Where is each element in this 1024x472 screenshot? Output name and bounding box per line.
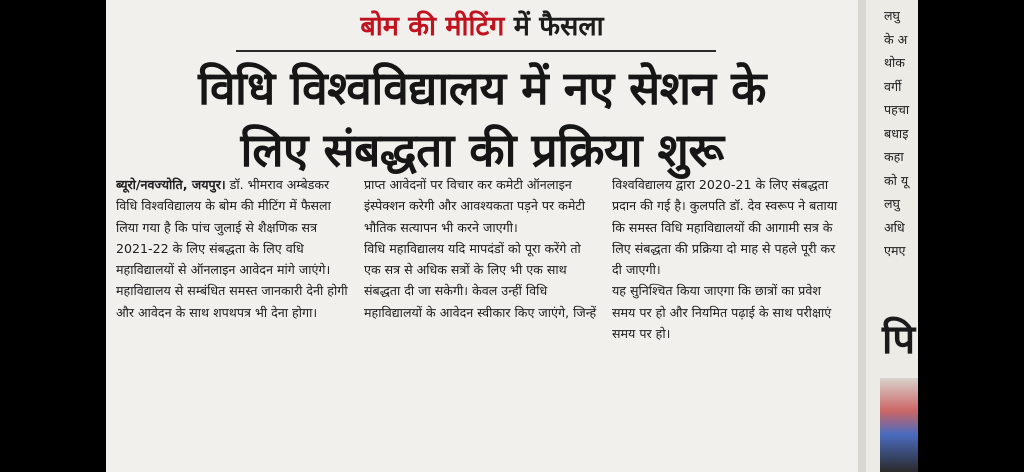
neighbor-line: के अ	[884, 31, 908, 47]
column-2	[364, 174, 598, 464]
column-3	[612, 174, 846, 464]
column-1-text-1: डॉ. भीमराव अम्बेडकर विधि विश्वविद्यालय के बोम की मीटिंग में फैसला लिया गया है कि पांच जुलाई से शैक्षणिक सत्र 2021-22 के लिए संबद्धता के लिए वधि महाविद्यालयों से ऑनलाइन आवेदन मांगे जाएंगे।	[116, 177, 331, 278]
column-1-paragraph-1	[116, 174, 350, 280]
neighbor-line: वर्गी	[884, 78, 902, 94]
column-1-paragraph-2: महाविद्यालय से सम्बंधित समस्त जानकारी देनी होगी और आवेदन के साथ शपथपत्र भी देना होगा।	[116, 283, 348, 320]
column-2-paragraph-1: प्राप्त आवेदनों पर विचार कर कमेटी ऑनलाइन इंस्पेक्शन करेगी और आवश्यकता पड़ने पर कमेटी भौतिक सत्यापन भी करने जाएगी।	[364, 177, 585, 235]
neighbor-line: कहा	[884, 149, 904, 164]
neighbor-line: बधाइ	[884, 125, 909, 141]
column-2-paragraph-2: विधि महाविद्यालय यदि मापदंडों को पूरा करेंगे तो एक सत्र से अधिक सत्रों के लिए भी एक साथ संबद्धता दी जा सकेगी। केवल उन्हीं विधि महाविद्यालयों के आवेदन स्वीकार किए जाएंगे, जिन्हें	[364, 240, 597, 320]
column-3-paragraph-2: यह सुनिश्चित किया जाएगा कि छात्रों का प्रवेश समय पर हो और नियमित पढ़ाई के साथ परीक्षाएं समय पर हो।	[612, 283, 832, 342]
headline-line-2: लिए संबद्धता की प्रक्रिया शुरू	[240, 123, 724, 177]
neighbor-headline-fragment: पि	[882, 317, 916, 363]
neighbor-line: को यू	[884, 172, 909, 188]
neighbor-line: लघु	[884, 196, 900, 211]
kicker-red: बोम की मीटिंग	[360, 11, 505, 42]
neighbor-line: लघु	[884, 8, 900, 23]
neighbor-line: अधि	[884, 219, 905, 235]
neighbor-line: एमए	[884, 243, 906, 258]
neighbor-line: पहचा	[884, 102, 910, 117]
kicker-dark: में फैसला	[513, 11, 604, 42]
kicker-rule	[236, 50, 716, 52]
headline-line-1: विधि विश्वविद्यालय में नए सेशन के	[198, 61, 766, 115]
neighbor-line: थोक	[884, 55, 905, 70]
kicker	[106, 6, 858, 43]
column-3-paragraph-1: विश्वविद्यालय द्वारा 2020-21 के लिए संबद्धता प्रदान की गई है। कुलपति डॉ. देव स्वरूप ने बताया कि समस्त विधि महाविद्यालयों की आगामी सत्र के लिए संबद्धता की प्रक्रिया दो माह से पहले पूरी कर दी जाएगी।	[612, 177, 838, 278]
column-1	[116, 174, 350, 464]
page-gutter	[858, 0, 866, 472]
dateline: ब्यूरो/नवज्योति, जयपुर।	[116, 177, 226, 192]
neighbor-article	[866, 0, 918, 472]
neighbor-text-lines	[866, 4, 909, 263]
newspaper-clipping	[106, 0, 858, 472]
neighbor-photo	[880, 378, 918, 472]
